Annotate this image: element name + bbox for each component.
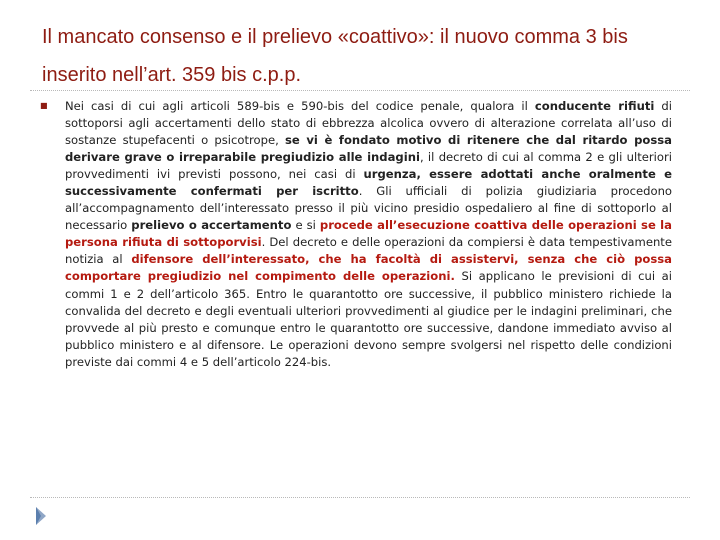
title-divider bbox=[30, 90, 690, 91]
bullet-marker-icon: ■ bbox=[40, 101, 48, 110]
text-segment: Nei casi di cui agli articoli 589-bis e 590-bis del codice penale, qualora il bbox=[65, 99, 535, 113]
highlight-segment: procede all’esecuzione coattiva delle operazioni se la persona rifiuta di sottoporvisi bbox=[65, 218, 672, 250]
footer-divider bbox=[30, 497, 690, 498]
bold-segment: se vi è fondato motivo di ritenere che dal ritardo possa derivare grave o irreparabile pregiudizio alle indagini bbox=[65, 133, 672, 165]
text-segment: e si bbox=[291, 218, 320, 233]
text-segment: . Del decreto e delle operazioni da compiersi è data tempestivamente notizia al bbox=[65, 235, 672, 267]
text-segment: Si applicano le previsioni di cui ai commi 1 e 2 dell’articolo 365. Entro le quarantotto ore successive, il pubblico ministero richiede la convalida del decreto e degli eventuali ulteriori provvedimenti al giudice per le indagini preliminari, che provvede al più presto e comunque entro le quarantotto ore successive, dandone immediato avviso al pubblico ministero e al difensore. Le operazioni devono sempre svolgersi nel rispetto delle condizioni previste dai commi 4 e 5 dell’articolo 224-bis. bbox=[65, 269, 672, 369]
slide-title: Il mancato consenso e il prelievo «coattivo»: il nuovo comma 3 bis inserito nell’art. 359 bis c.p.p. bbox=[42, 26, 628, 86]
text-segment: . Gli ufficiali di polizia giudiziaria procedono all’accompagnamento dell’interessato presso il più vicino presidio ospedaliero al fine di sottoporlo al necessario bbox=[65, 184, 673, 233]
highlight-segment: difensore dell’interessato, che ha facoltà di assistervi, senza che ciò possa comportare pregiudizio nel compimento delle operazioni. bbox=[65, 252, 672, 284]
slide-nav-arrow-icon[interactable] bbox=[34, 506, 48, 526]
body-paragraph bbox=[65, 98, 672, 371]
text-segment: , il decreto di cui al comma 2 e gli ulteriori provvedimenti ivi previsti possono, nei casi di bbox=[65, 150, 672, 182]
text-segment: di sottoporsi agli accertamenti dello stato di ebbrezza alcolica ovvero di alterazione correlata all’uso di sostanze stupefacenti o psicotrope, bbox=[65, 99, 672, 148]
bold-segment: urgenza, essere adottati anche oralmente e successivamente confermati per iscritto bbox=[65, 167, 672, 199]
bold-segment: prelievo o accertamento bbox=[131, 218, 292, 233]
bold-segment: conducente rifiuti bbox=[534, 99, 655, 113]
